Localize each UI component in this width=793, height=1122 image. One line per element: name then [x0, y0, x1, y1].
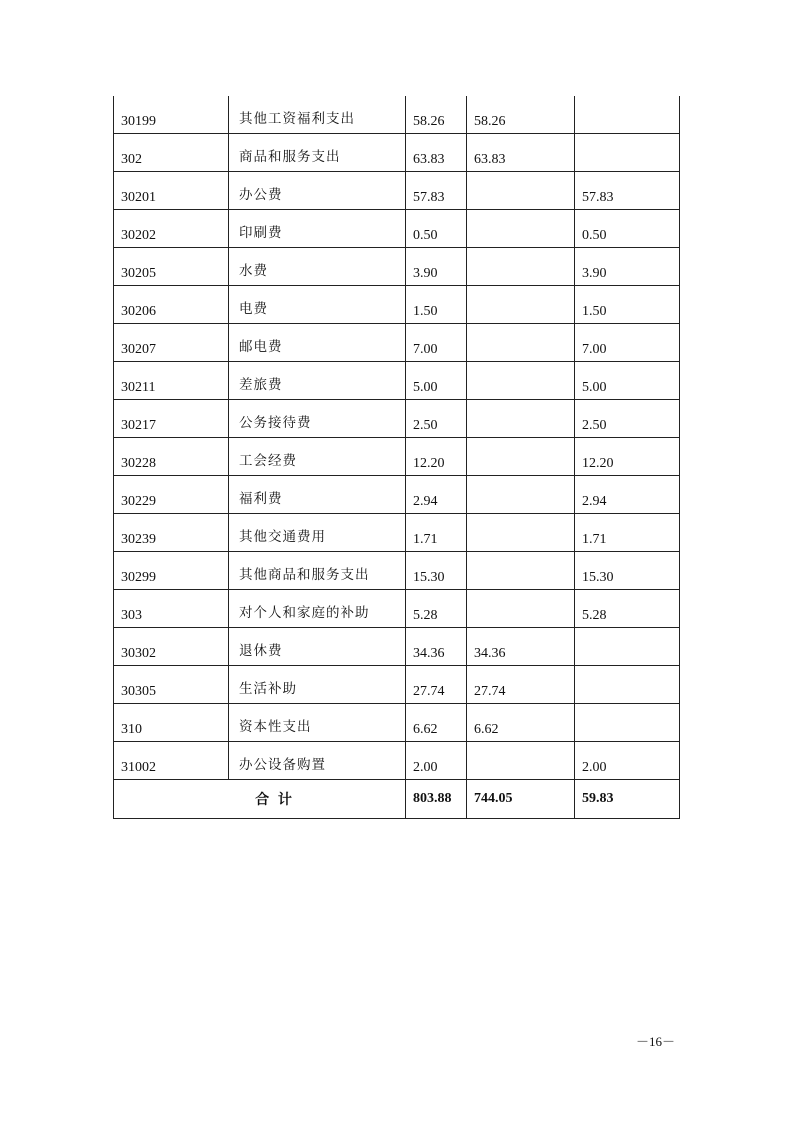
cell-total: 3.90	[406, 248, 467, 286]
cell-code: 30201	[114, 172, 229, 210]
cell-project: 57.83	[575, 172, 680, 210]
cell-item-name: 邮电费	[229, 324, 406, 362]
cell-code: 31002	[114, 742, 229, 780]
cell-item-name: 公务接待费	[229, 400, 406, 438]
table-row	[114, 438, 680, 476]
cell-item-name: 电费	[229, 286, 406, 324]
table-row	[114, 742, 680, 780]
cell-basic	[467, 324, 575, 362]
page-number: －16－	[636, 1034, 676, 1049]
cell-item-name: 对个人和家庭的补助	[229, 590, 406, 628]
cell-project: 1.71	[575, 514, 680, 552]
cell-code: 30299	[114, 552, 229, 590]
cell-basic: 58.26	[467, 96, 575, 134]
table-row	[114, 134, 680, 172]
cell-item-name: 生活补助	[229, 666, 406, 704]
cell-project: 7.00	[575, 324, 680, 362]
budget-table	[113, 96, 680, 819]
cell-item-name: 退休费	[229, 628, 406, 666]
cell-code: 30217	[114, 400, 229, 438]
table-row	[114, 172, 680, 210]
table-row	[114, 552, 680, 590]
cell-code: 30207	[114, 324, 229, 362]
table-row	[114, 400, 680, 438]
cell-item-name: 差旅费	[229, 362, 406, 400]
cell-code: 303	[114, 590, 229, 628]
cell-basic	[467, 400, 575, 438]
cell-code: 30228	[114, 438, 229, 476]
table-row	[114, 324, 680, 362]
cell-code: 30211	[114, 362, 229, 400]
cell-total: 15.30	[406, 552, 467, 590]
cell-basic	[467, 742, 575, 780]
table-row	[114, 628, 680, 666]
table-row	[114, 514, 680, 552]
cell-total: 34.36	[406, 628, 467, 666]
cell-item-name: 办公费	[229, 172, 406, 210]
cell-item-name: 其他工资福利支出	[229, 96, 406, 134]
cell-project	[575, 96, 680, 134]
cell-project: 5.00	[575, 362, 680, 400]
table-row	[114, 590, 680, 628]
cell-total: 58.26	[406, 96, 467, 134]
cell-total: 27.74	[406, 666, 467, 704]
cell-code: 30239	[114, 514, 229, 552]
cell-item-name: 办公设备购置	[229, 742, 406, 780]
cell-project	[575, 628, 680, 666]
cell-project: 5.28	[575, 590, 680, 628]
cell-basic	[467, 362, 575, 400]
cell-code: 310	[114, 704, 229, 742]
cell-total: 12.20	[406, 438, 467, 476]
cell-basic	[467, 438, 575, 476]
cell-code: 30302	[114, 628, 229, 666]
cell-basic: 34.36	[467, 628, 575, 666]
total-basic: 744.05	[467, 780, 575, 819]
table-row	[114, 362, 680, 400]
cell-total: 1.50	[406, 286, 467, 324]
cell-basic	[467, 476, 575, 514]
cell-item-name: 福利费	[229, 476, 406, 514]
table-row	[114, 210, 680, 248]
table-row	[114, 476, 680, 514]
total-total: 803.88	[406, 780, 467, 819]
cell-basic	[467, 210, 575, 248]
cell-basic	[467, 514, 575, 552]
table-row	[114, 666, 680, 704]
cell-total: 0.50	[406, 210, 467, 248]
cell-project	[575, 134, 680, 172]
cell-total: 2.94	[406, 476, 467, 514]
cell-item-name: 其他交通费用	[229, 514, 406, 552]
cell-project: 0.50	[575, 210, 680, 248]
cell-code: 302	[114, 134, 229, 172]
table-row	[114, 96, 680, 134]
cell-project: 1.50	[575, 286, 680, 324]
cell-code: 30202	[114, 210, 229, 248]
cell-item-name: 工会经费	[229, 438, 406, 476]
cell-project: 12.20	[575, 438, 680, 476]
cell-project: 2.00	[575, 742, 680, 780]
cell-total: 2.50	[406, 400, 467, 438]
cell-total: 63.83	[406, 134, 467, 172]
cell-total: 2.00	[406, 742, 467, 780]
cell-basic	[467, 590, 575, 628]
table-row	[114, 248, 680, 286]
cell-project: 3.90	[575, 248, 680, 286]
cell-project	[575, 666, 680, 704]
cell-total: 6.62	[406, 704, 467, 742]
cell-item-name: 水费	[229, 248, 406, 286]
cell-total: 5.28	[406, 590, 467, 628]
table-row	[114, 286, 680, 324]
cell-total: 57.83	[406, 172, 467, 210]
cell-project: 2.94	[575, 476, 680, 514]
cell-total: 1.71	[406, 514, 467, 552]
cell-total: 5.00	[406, 362, 467, 400]
cell-code: 30305	[114, 666, 229, 704]
cell-basic	[467, 248, 575, 286]
cell-project: 2.50	[575, 400, 680, 438]
cell-code: 30229	[114, 476, 229, 514]
cell-basic	[467, 172, 575, 210]
cell-project: 15.30	[575, 552, 680, 590]
cell-total: 7.00	[406, 324, 467, 362]
cell-basic	[467, 552, 575, 590]
cell-basic: 63.83	[467, 134, 575, 172]
cell-code: 30199	[114, 96, 229, 134]
table-body	[114, 96, 680, 819]
total-label: 合 计	[114, 780, 406, 819]
cell-basic: 27.74	[467, 666, 575, 704]
cell-item-name: 印刷费	[229, 210, 406, 248]
cell-project	[575, 704, 680, 742]
cell-code: 30205	[114, 248, 229, 286]
cell-item-name: 资本性支出	[229, 704, 406, 742]
cell-item-name: 商品和服务支出	[229, 134, 406, 172]
cell-basic: 6.62	[467, 704, 575, 742]
total-project: 59.83	[575, 780, 680, 819]
total-row	[114, 780, 680, 819]
cell-code: 30206	[114, 286, 229, 324]
table-row	[114, 704, 680, 742]
cell-item-name: 其他商品和服务支出	[229, 552, 406, 590]
cell-basic	[467, 286, 575, 324]
